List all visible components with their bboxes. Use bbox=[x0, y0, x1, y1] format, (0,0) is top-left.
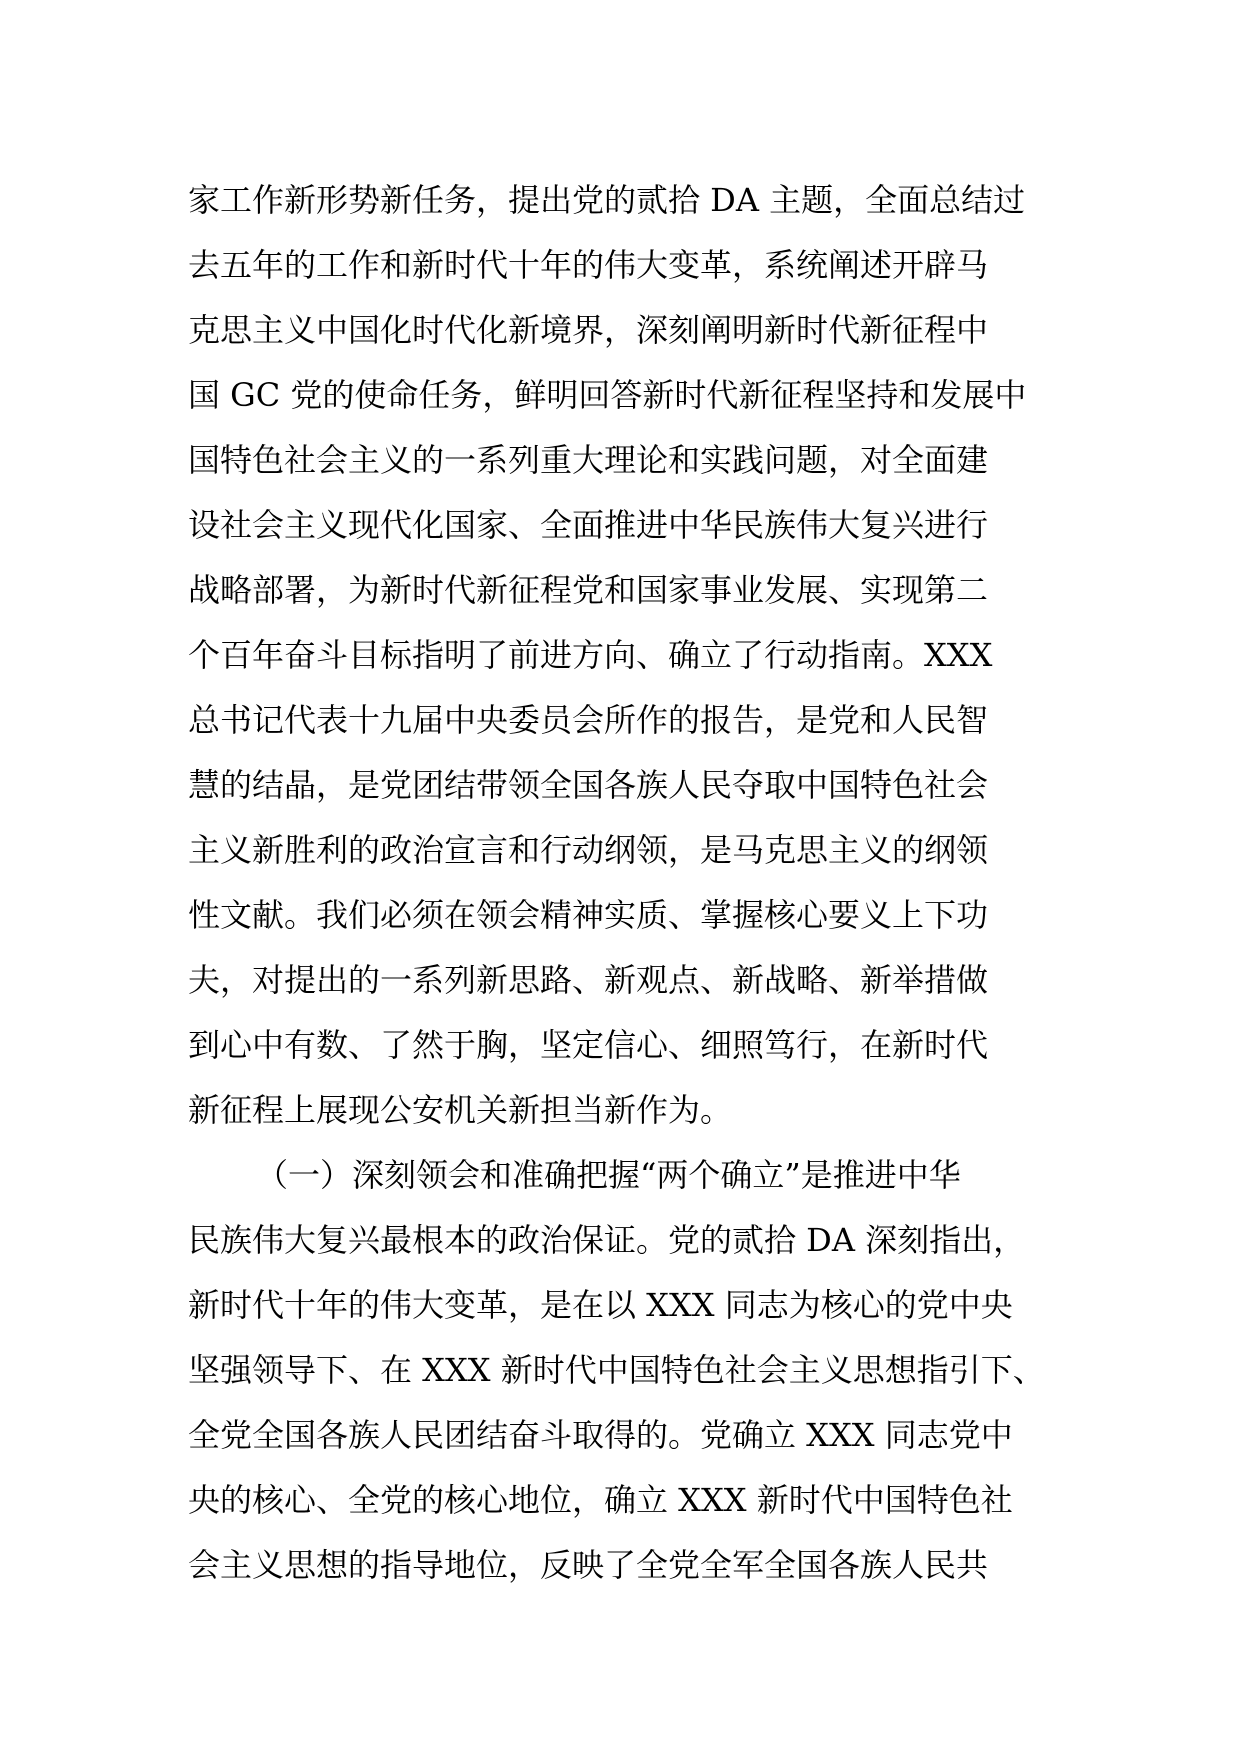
text-line: 慧的结晶，是党团结带领全国各族人民夺取中国特色社会 bbox=[188, 766, 989, 804]
text-line: 性文献。我们必须在领会精神实质、掌握核心要义上下功 bbox=[188, 896, 989, 934]
text-line: 到心中有数、了然于胸，坚定信心、细照笃行，在新时代 bbox=[188, 1026, 989, 1064]
text-line: 个百年奋斗目标指明了前进方向、确立了行动指南。XXX bbox=[188, 636, 993, 674]
text-line: 全党全国各族人民团结奋斗取得的。党确立 XXX 同志党中 bbox=[188, 1416, 1013, 1454]
text-line: 战略部署，为新时代新征程党和国家事业发展、实现第二 bbox=[188, 571, 989, 609]
section-heading-line: （一）深刻领会和准确把握“两个确立”是推进中华 bbox=[256, 1156, 961, 1194]
text-line: 央的核心、全党的核心地位，确立 XXX 新时代中国特色社 bbox=[188, 1481, 1013, 1519]
text-line: 坚强领导下、在 XXX 新时代中国特色社会主义思想指引下、 bbox=[188, 1351, 1045, 1389]
text-line: 新征程上展现公安机关新担当新作为。 bbox=[188, 1091, 733, 1129]
text-line: 夫，对提出的一系列新思路、新观点、新战略、新举措做 bbox=[188, 961, 989, 999]
text-line: 总书记代表十九届中央委员会所作的报告，是党和人民智 bbox=[188, 701, 989, 739]
text-line: 新时代十年的伟大变革，是在以 XXX 同志为核心的党中央 bbox=[188, 1286, 1013, 1324]
text-line: 家工作新形势新任务，提出党的贰拾 DA 主题，全面总结过 bbox=[188, 181, 1026, 219]
text-line: 克思主义中国化时代化新境界，深刻阐明新时代新征程中 bbox=[188, 311, 989, 349]
text-line: 去五年的工作和新时代十年的伟大变革，系统阐述开辟马 bbox=[188, 246, 989, 284]
text-line: 国特色社会主义的一系列重大理论和实践问题，对全面建 bbox=[188, 441, 989, 479]
text-line: 会主义思想的指导地位，反映了全党全军全国各族人民共 bbox=[188, 1546, 989, 1584]
text-line: 民族伟大复兴最根本的政治保证。党的贰拾 DA 深刻指出， bbox=[188, 1221, 1026, 1259]
text-line: 设社会主义现代化国家、全面推进中华民族伟大复兴进行 bbox=[188, 506, 989, 544]
text-line: 国 GC 党的使命任务，鲜明回答新时代新征程坚持和发展中 bbox=[188, 376, 1027, 414]
text-line: 主义新胜利的政治宣言和行动纲领，是马克思主义的纲领 bbox=[188, 831, 989, 869]
